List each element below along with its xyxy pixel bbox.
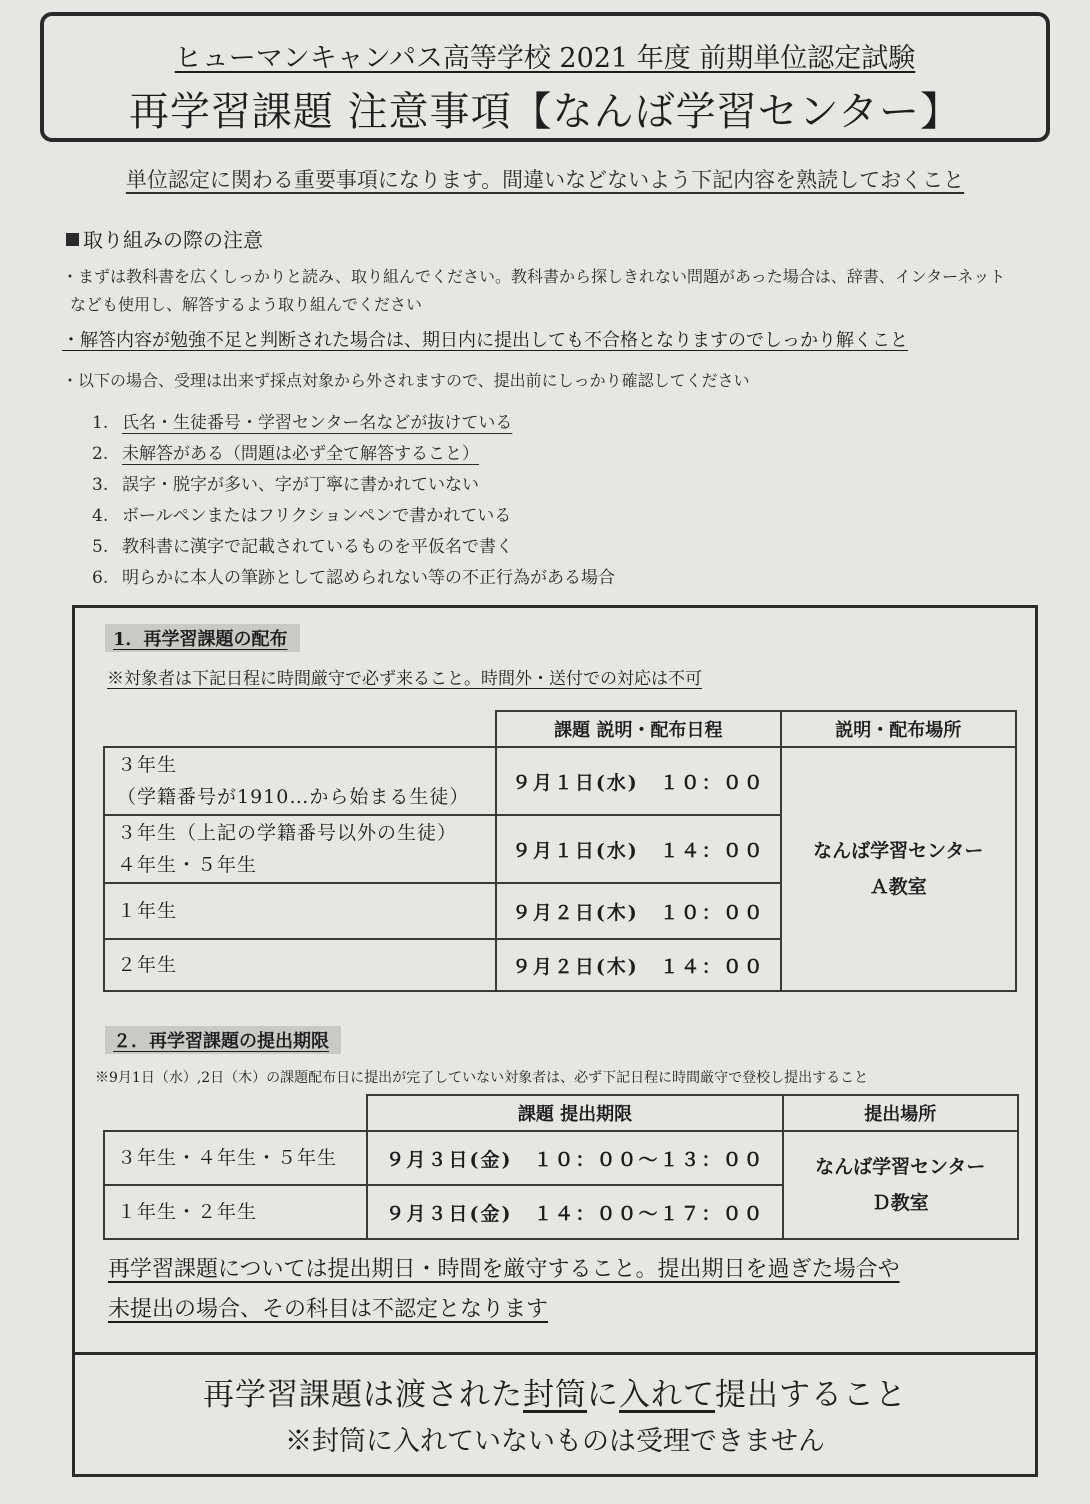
- rejection-list: [92, 408, 615, 594]
- distribution-heading: 1．再学習課題の配布: [105, 624, 300, 652]
- title-box: [40, 12, 1050, 142]
- distribution-note: ※対象者は下記日程に時間厳守で必ず来ること。時間外・送付での対応は不可: [107, 669, 702, 689]
- envelope-warning: ※封筒に入れていないものは受理できません: [285, 1426, 825, 1457]
- list-item: 2. 未解答がある（問題は必ず全て解答すること）: [92, 444, 479, 464]
- closing-warning: 再学習課題については提出期日・時間を厳守すること。提出期日を過ぎた場合や 未提出の場合、その科目は不認定となります: [108, 1257, 900, 1322]
- list-item: 6. 明らかに本人の筆跡として認められない等の不正行為がある場合: [92, 568, 615, 588]
- note-bullet-2: ・解答内容が勉強不足と判断された場合は、期日内に提出しても不合格となりますのでしっかり解くこと: [62, 330, 908, 351]
- schedule-section: [72, 605, 1038, 1477]
- exam-title: ヒューマンキャンパス高等学校 2021 年度 前期単位認定試験: [174, 43, 916, 74]
- notice-heading-text: 取り組みの際の注意: [83, 228, 263, 252]
- table-row: １年生・２年生 ９月３日(金) １４：００～１７：００: [104, 1185, 1018, 1239]
- note-bullet-1-cont: なども使用し、解答するよう取り組んでください: [70, 295, 423, 314]
- table-row: ３年生 （学籍番号が1910…から始まる生徒） ９月１日(水) １０：００ なんば学習センター Ａ教室: [104, 747, 1016, 815]
- submission-table: [103, 1094, 1019, 1240]
- col-header-deadline: 課題 提出期限: [367, 1095, 782, 1131]
- col-header-place: 説明・配布場所: [781, 711, 1016, 747]
- distribution-table: [103, 710, 1017, 992]
- note-bullet-1: ・まずは教科書を広くしっかりと読み、取り組んでください。教科書から探しきれない問題があった場合は、辞書、インターネット: [62, 267, 1006, 286]
- list-item: 3. 誤字・脱字が多い、字が丁寧に書かれていない: [92, 475, 479, 495]
- page-title: 再学習課題 注意事項【なんば学習センター】: [128, 89, 962, 135]
- table-row: ２年生 ９月２日(木) １４：００: [104, 939, 1016, 991]
- list-item: 4. ボールペンまたはフリクションペンで書かれている: [92, 506, 512, 526]
- table-row: １年生 ９月２日(木) １０：００: [104, 883, 1016, 939]
- lead-text: 単位認定に関わる重要事項になります。間違いなどないよう下記内容を熟読しておくこと: [125, 168, 965, 192]
- square-bullet-icon: [66, 233, 79, 246]
- table-row: ３年生（上記の学籍番号以外の生徒） ４年生・５年生 ９月１日(水) １４：００: [104, 815, 1016, 883]
- list-item: 5. 教科書に漢字で記載されているものを平仮名で書く: [92, 537, 513, 557]
- submission-heading: ２．再学習課題の提出期限: [105, 1026, 341, 1054]
- table-row: ３年生・４年生・５年生 ９月３日(金) １０：００～１３：００ なんば学習センター Ｄ教室: [104, 1131, 1018, 1185]
- col-header-schedule: 課題 説明・配布日程: [496, 711, 780, 747]
- distribution-place: なんば学習センター Ａ教室: [781, 747, 1016, 991]
- envelope-instruction: 再学習課題は渡された封筒に入れて提出すること: [203, 1377, 907, 1413]
- submission-place: なんば学習センター Ｄ教室: [783, 1131, 1018, 1239]
- submission-note: ※9月1日（水）,2日（木）の課題配布日に提出が完了していない対象者は、必ず下記日程に時間厳守で登校し提出すること: [95, 1070, 869, 1086]
- note-bullet-3: ・以下の場合、受理は出来ず採点対象から外されますので、提出前にしっかり確認してください: [62, 371, 750, 390]
- envelope-notice: [72, 1352, 1038, 1477]
- col-header-submit-place: 提出場所: [783, 1095, 1018, 1131]
- list-item: 1. 氏名・生徒番号・学習センター名などが抜けている: [92, 413, 513, 433]
- notice-heading: [66, 224, 263, 253]
